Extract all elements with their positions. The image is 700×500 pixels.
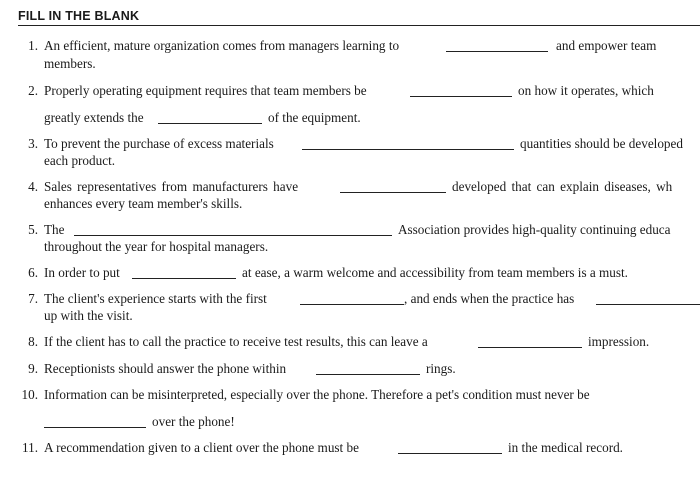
question-number: 4. [28,179,38,194]
question-text: A recommendation given to a client over the phone must be [44,440,359,455]
answer-blank[interactable] [316,374,420,375]
answer-blank[interactable] [410,96,512,97]
answer-blank[interactable] [158,123,262,124]
question-text: The [44,222,65,237]
answer-blank[interactable] [74,235,392,236]
question-text: on how it operates, which [518,83,654,98]
question-number: 10. [21,387,38,402]
question-text: An efficient, mature organization comes from managers learning to [44,38,400,53]
question-text: over the phone! [152,414,235,429]
question-number: 11. [22,440,38,455]
question-number: 5. [28,222,38,237]
question-text: Association provides high-quality continuing educa [398,222,671,237]
question-number: 8. [28,334,38,349]
answer-blank[interactable] [596,304,700,305]
question-text: Information can be misinterpreted, especially over the phone. Therefore a pet's condition must never be [44,387,590,402]
question-text: To prevent the purchase of excess materials [44,136,274,151]
answer-blank[interactable] [132,278,236,279]
question-text: enhances every team member's skills. [44,196,243,211]
answer-blank[interactable] [300,304,404,305]
question-text: Receptionists should answer the phone within [44,361,287,376]
question-text: impression. [588,334,650,349]
question-text: of the equipment. [268,110,361,125]
worksheet-heading: FILL IN THE BLANK [18,9,140,23]
question-text: The client's experience starts with the first [44,291,267,306]
question-text: and empower team [556,38,657,53]
heading-rule [18,25,700,26]
question-text: greatly extends the [44,110,144,125]
question-text: , and ends when the practice has [404,291,575,306]
question-number: 1. [28,38,38,53]
answer-blank[interactable] [44,427,146,428]
answer-blank[interactable] [478,347,582,348]
question-text: members. [44,56,96,71]
question-number: 7. [28,291,38,306]
question-text: throughout the year for hospital managers. [44,239,269,254]
answer-blank[interactable] [340,192,446,193]
question-text: rings. [426,361,456,376]
question-text: Sales representatives from manufacturers have [44,179,299,194]
question-text: up with the visit. [44,308,133,323]
question-number: 2. [28,83,38,98]
question-text: each product. [44,153,116,168]
question-text: Properly operating equipment requires that team members be [44,83,367,98]
answer-blank[interactable] [398,453,502,454]
answer-blank[interactable] [302,149,514,150]
question-text: in the medical record. [508,440,623,455]
answer-blank[interactable] [446,51,548,52]
question-text: If the client has to call the practice to receive test results, this can leave a [44,334,428,349]
question-text: at ease, a warm welcome and accessibility from team members is a must. [242,265,628,280]
question-number: 6. [28,265,38,280]
question-number: 9. [28,361,38,376]
question-text: quantities should be developed [520,136,683,151]
question-text: developed that can explain diseases, wh [452,179,673,194]
question-number: 3. [28,136,38,151]
question-text: In order to put [44,265,120,280]
